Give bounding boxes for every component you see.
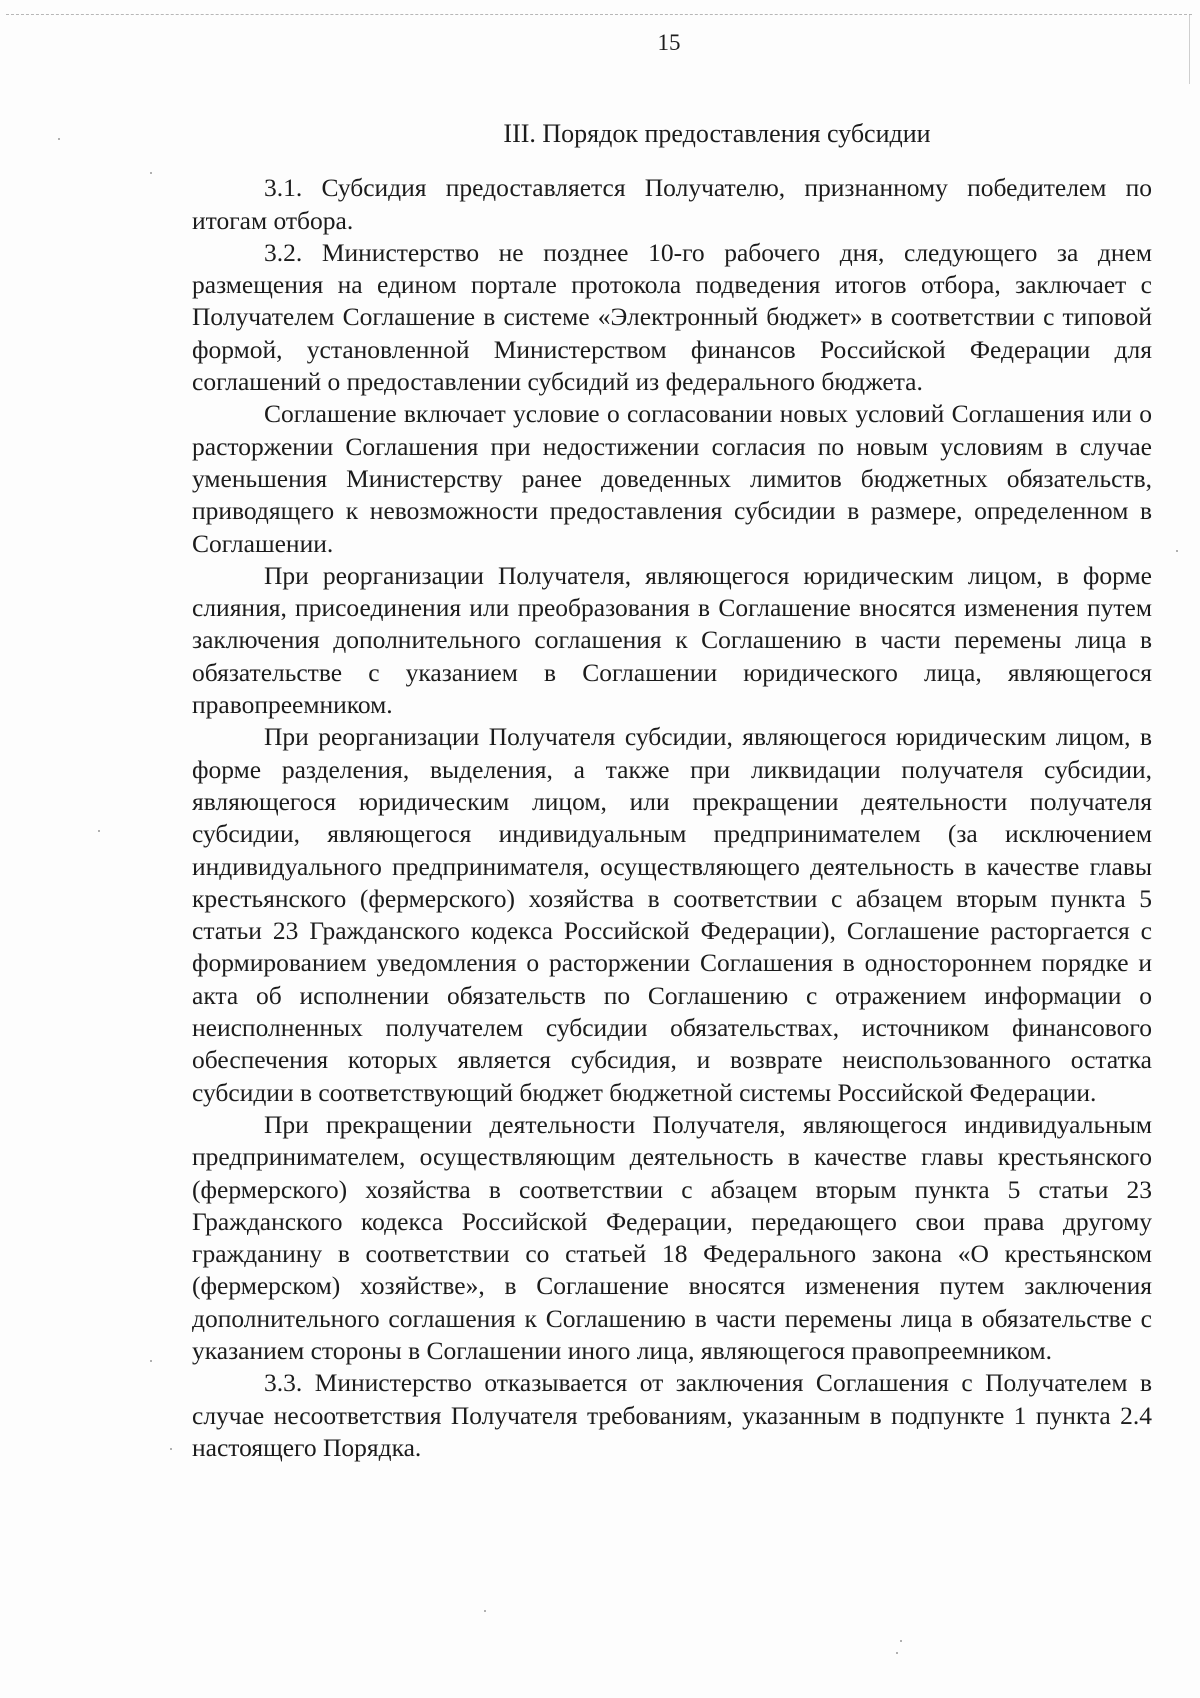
scan-speck <box>150 172 152 174</box>
scan-speck <box>1176 550 1178 552</box>
scan-speck <box>58 138 60 140</box>
paragraph-3-3: 3.3. Министерство отказывается от заключения Соглашения с Получателем в случае несоответствия Получателя требованиям, указанным в подпункте 1 пункта 2.4 настоящего Порядка. <box>192 1368 1152 1462</box>
paragraph-3-1: 3.1. Субсидия предоставляется Получателю, признанному победителем по итогам отбора. <box>192 173 1152 235</box>
paragraph-reorganization-merger: При реорганизации Получателя, являющегося юридическим лицом, в форме слияния, присоединения или преобразования в Соглашение вносятся изменения путем заключения дополнительного соглашения к Соглашению в части перемены лица в обязательстве с указанием в Соглашении юридического лица, являющегося правопреемником. <box>192 560 1152 720</box>
scan-speck <box>484 1610 486 1612</box>
scan-speck <box>900 1640 902 1642</box>
paragraph-agreement-terms: Соглашение включает условие о согласовании новых условий Соглашения или о расторжении Соглашения при недостижении согласия по новым условиям в случае уменьшения Министерству ранее доведенных лимитов бюджетных обязательств, приводящего к невозможности предоставления субсидии в размере, определенном в Соглашении. <box>192 399 1152 558</box>
scan-edge-line <box>6 14 1192 15</box>
paragraph-termination-farm: При прекращении деятельности Получателя, являющегося индивидуальным предпринимателем, осуществляющим деятельность в качестве главы крестьянского (фермерского) хозяйства в соответствии с абзацем вторым пункта 5 статьи 23 Гражданского кодекса Российской Федерации, передающего свои права другому гражданину в соответствии со статьей 18 Федерального закона «О крестьянском (фермерском) хозяйстве», в Соглашение вносятся изменения путем заключения дополнительного соглашения к Соглашению в части перемены лица в обязательстве с указанием стороны в Соглашении иного лица, являющегося правопреемником. <box>192 1109 1152 1365</box>
scan-speck <box>150 1360 152 1362</box>
section-title: III. Порядок предоставления субсидии <box>503 119 931 148</box>
document-body <box>192 118 1152 1464</box>
page-number: 15 <box>657 30 681 55</box>
paragraph-reorganization-division: При реорганизации Получателя субсидии, являющегося юридическим лицом, в форме разделения, выделения, а также при ликвидации получателя субсидии, являющегося юридическим лицом, или прекращении деятельности получателя субсидии, являющегося индивидуальным предпринимателем (за исключением индивидуального предпринимателя, осуществляющего деятельность в качестве главы крестьянского (фермерского) хозяйства в соответствии с абзацем вторым пункта 5 статьи 23 Гражданского кодекса Российской Федерации), Соглашение расторгается с формированием уведомления о расторжении Соглашения в одностороннем порядке и акта об исполнении обязательств по Соглашению с отражением информации о неисполненных получателем субсидии обязательствах, источником финансового обеспечения которых является субсидия, и возврате неиспользованного остатка субсидии в соответствующий бюджет бюджетной системы Российской Федерации. <box>192 722 1152 1107</box>
scan-speck <box>170 1448 172 1450</box>
scan-speck <box>98 830 100 832</box>
paragraph-3-2: 3.2. Министерство не позднее 10-го рабочего дня, следующего за днем размещения на едином портале протокола подведения итогов отбора, заключает с Получателем Соглашение в системе «Электронный бюджет» в соответствии с типовой формой, установленной Министерством финансов Российской Федерации для соглашений о предоставлении субсидий из федерального бюджета. <box>192 237 1152 397</box>
scan-speck <box>896 1652 898 1654</box>
